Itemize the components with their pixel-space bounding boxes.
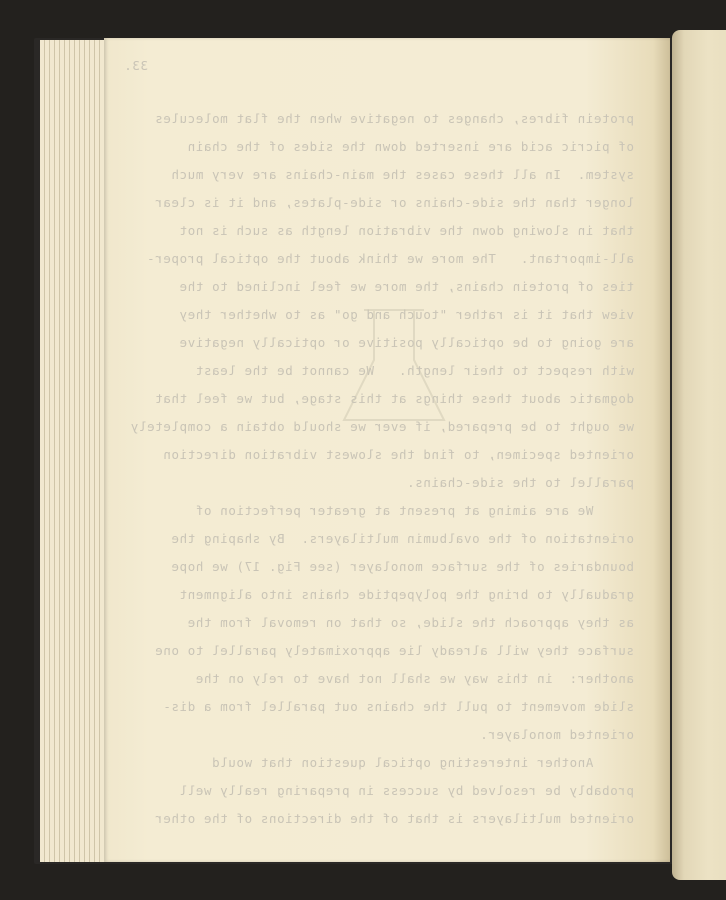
text-line: dogmatic about these things at this stage, but we feel that: [154, 391, 634, 406]
text-line: Another interesting optical question that would: [211, 755, 634, 770]
page-edges: [40, 40, 106, 862]
text-line: all-important. The more we think about the optical proper-: [146, 251, 634, 266]
text-line: we ought to be prepared, if ever we should obtain a completely: [130, 419, 634, 434]
book-page: [104, 38, 670, 862]
text-line: slide movement to pull the chains out parallel from a dis-: [162, 699, 634, 714]
text-line: surface they will already lie approximately parallel to one: [154, 643, 634, 658]
text-line: of picric acid are inserted down the sides of the chain: [187, 139, 634, 154]
text-line: as they approach the slide, so that on removal from the: [187, 615, 634, 630]
text-line: oriented multilayers is that of the directions of the other: [154, 811, 634, 826]
facing-page-edge: [672, 30, 726, 880]
text-line: oriented specimen, to find the slowest vibration direction: [162, 447, 634, 462]
text-line: are going to be optically positive or optically negative: [178, 335, 634, 350]
text-line: We are aiming at present at greater perfection of: [195, 503, 634, 518]
text-line: oriented monolayer.: [479, 727, 634, 742]
text-line: gradually to bring the polypeptide chains into alignment: [178, 587, 634, 602]
text-line: probably be resolved by success in preparing really well: [178, 783, 634, 798]
text-line: parallel to the side-chains.: [406, 475, 634, 490]
mirrored-text-block: [104, 38, 670, 862]
page-number: 33.: [123, 58, 148, 73]
text-line: protein fibres, changes to negative when the flat molecules: [154, 111, 634, 126]
text-line: with respect to their length. We cannot be the least: [195, 363, 634, 378]
text-line: longer than the side-chains or side-plates, and it is clear: [154, 195, 634, 210]
text-line: another: in this way we shall not have to rely on the: [195, 671, 634, 686]
text-line: that in slowing down the vibration length as such is not: [178, 223, 634, 238]
text-line: view that it is rather "touch and go" as to whether they: [178, 307, 634, 322]
text-line: system. In all these cases the main-chains are very much: [170, 167, 634, 182]
text-line: orientation of the ovalbumin multilayers. By shaping the: [170, 531, 634, 546]
text-line: ties of protein chains, the more we feel inclined to the: [178, 279, 634, 294]
text-line: boundaries of the surface monolayer (see Fig. 17) we hope: [170, 559, 634, 574]
